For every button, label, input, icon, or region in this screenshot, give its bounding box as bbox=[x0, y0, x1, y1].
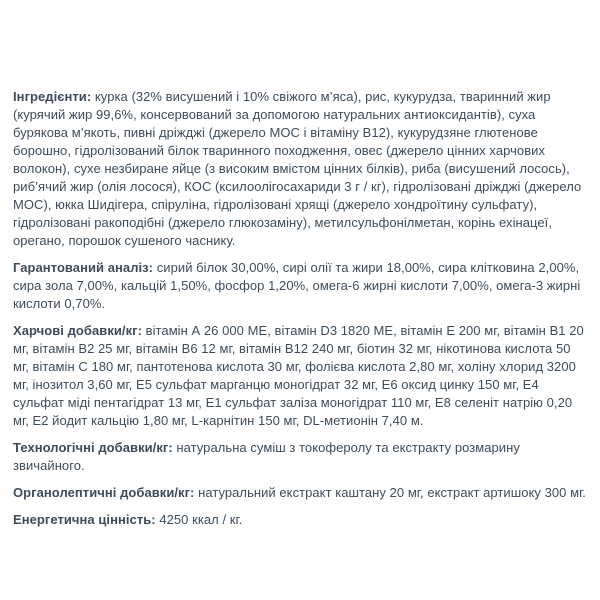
section-nutritional-additives bbox=[13, 322, 587, 430]
section-energy-value bbox=[13, 511, 587, 529]
section-nutritional-additives-label: Харчові добавки/кг: bbox=[13, 323, 142, 338]
section-guaranteed-analysis-text: сирий білок 30,00%, сирі олії та жири 18,00%, сира клітковина 2,00%, сира зола 7,00%, кальцій 1,50%, фосфор 1,20%, омега-6 жирні кислоти 7,00%, омега-3 жирні кислоти 0,70%. bbox=[13, 260, 581, 311]
section-guaranteed-analysis bbox=[13, 259, 587, 313]
section-ingredients-label: Інгредієнти: bbox=[13, 89, 92, 104]
section-technological-additives-label: Технологічні добавки/кг: bbox=[13, 440, 173, 455]
section-technological-additives-text: натуральна суміш з токоферолу та екстракту розмарину звичайного. bbox=[13, 440, 520, 473]
section-organoleptic-additives-text: натуральний екстракт каштану 20 мг, екстракт артишоку 300 мг. bbox=[198, 485, 586, 500]
section-ingredients-text: курка (32% висушений і 10% свіжого м’яса), рис, кукурудза, тваринний жир (курячий жир 99,6%, консервований за допомогою натуральних антиоксидантів), суха бурякова м’якоть, пивні дріжджі (джерело МОС і вітаміну В12), кукурудзяне глютенове борошно, гідролізований білок тваринного походження, овес (джерело цінних харчових волокон), сухе незбиране яйце (з високим вмістом цінних білків), риба (висушений лосось), риб’ячий жир (олія лосося), КОС (ксилоолігосахариди 3 г / кг), гідролізовані дріжджі (джерело МОС), юкка Шидігера, спіруліна, гідролізовані хрящі (джерело хондроїтину сульфату), гідролізовані ракоподібні (джерело глюкозаміну), метилсульфонілметан, корінь ехінацеї, орегано, порошок сушеного часнику. bbox=[13, 89, 582, 248]
section-ingredients bbox=[13, 88, 587, 250]
section-nutritional-additives-text: вітамін А 26 000 МЕ, вітамін D3 1820 МЕ, вітамін Е 200 мг, вітамін В1 20 мг, вітамін В2 25 мг, вітамін В6 12 мг, вітамін В12 240 мг, біотин 32 мг, нікотинова кислота 50 мг, вітамін С 180 мг, пантотенова кислота 30 мг, фолієва кислота 2,80 мг, холіну хлорид 3200 мг, інозитол 3,60 мг, Е5 сульфат марганцю моногідрат 32 мг, Е6 оксид цинку 150 мг, Е4 сульфат міді пентагідрат 13 мг, Е1 сульфат заліза моногідрат 110 мг, Е8 селеніт натрію 0,20 мг, Е2 йодит кальцію 1,80 мг, L-карнітин 150 мг, DL-метионін 7,40 м. bbox=[13, 323, 584, 428]
section-energy-value-text: 4250 ккал / кг. bbox=[159, 512, 243, 527]
section-organoleptic-additives-label: Органолептичні добавки/кг: bbox=[13, 485, 195, 500]
section-organoleptic-additives bbox=[13, 484, 587, 502]
product-composition-document bbox=[13, 88, 587, 538]
section-guaranteed-analysis-label: Гарантований аналіз: bbox=[13, 260, 154, 275]
section-technological-additives bbox=[13, 439, 587, 475]
section-energy-value-label: Енергетична цінність: bbox=[13, 512, 156, 527]
